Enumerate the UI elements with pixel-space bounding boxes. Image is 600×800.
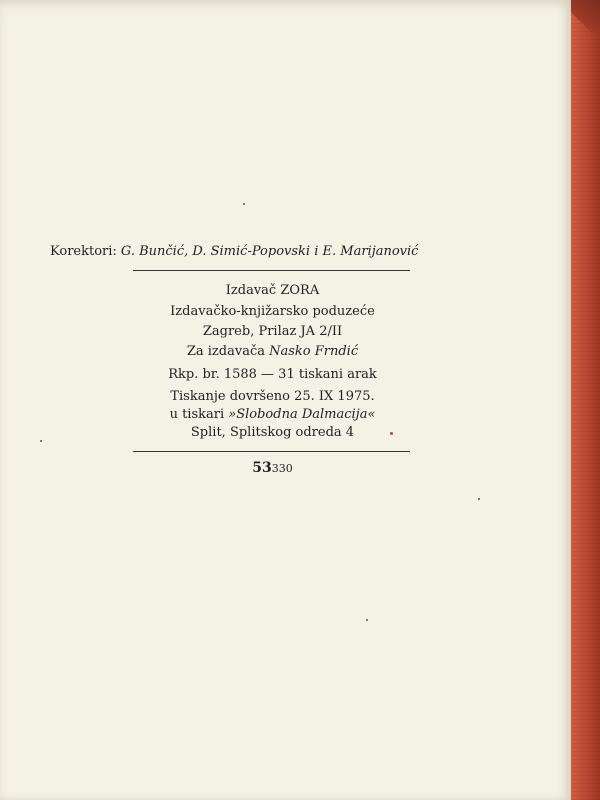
- printer-line: [0, 407, 545, 422]
- representative-label: Za izdavača: [186, 344, 265, 359]
- dust-speck: [478, 498, 480, 500]
- publisher-type: Izdavačko-knjižarsko poduzeće: [170, 304, 375, 319]
- proofreaders-label: Korektori:: [50, 244, 117, 259]
- manuscript-info: Rkp. br. 1588 — 31 tiskani arak: [168, 367, 377, 382]
- top-divider: [133, 270, 410, 271]
- proofreaders-line: [50, 244, 418, 259]
- proofreaders-names: G. Bunčić, D. Simić-Popovski i E. Marijanović: [120, 244, 419, 259]
- print-number-main: 53: [252, 460, 272, 476]
- print-number: [0, 460, 545, 476]
- bottom-divider: [133, 451, 410, 452]
- dust-speck: [243, 203, 245, 205]
- publisher-address: Zagreb, Prilaz JA 2/II: [202, 324, 343, 339]
- ink-speck: [390, 432, 393, 435]
- red-cover-edge: [571, 0, 600, 800]
- printer-name: »Slobodna Dalmacija«: [228, 407, 376, 422]
- printer-address: Split, Splitskog odreda 4: [190, 425, 355, 440]
- print-number-suffix: 330: [271, 462, 293, 475]
- printing-completed: Tiskanje dovršeno 25. IX 1975.: [170, 389, 375, 404]
- printer-prefix: u tiskari: [169, 407, 225, 422]
- representative-name: Nasko Frndić: [269, 344, 359, 359]
- publisher-representative: [0, 344, 545, 359]
- dust-speck: [366, 619, 368, 621]
- dust-speck: [40, 440, 42, 442]
- publisher-name: Izdavač ZORA: [225, 283, 320, 298]
